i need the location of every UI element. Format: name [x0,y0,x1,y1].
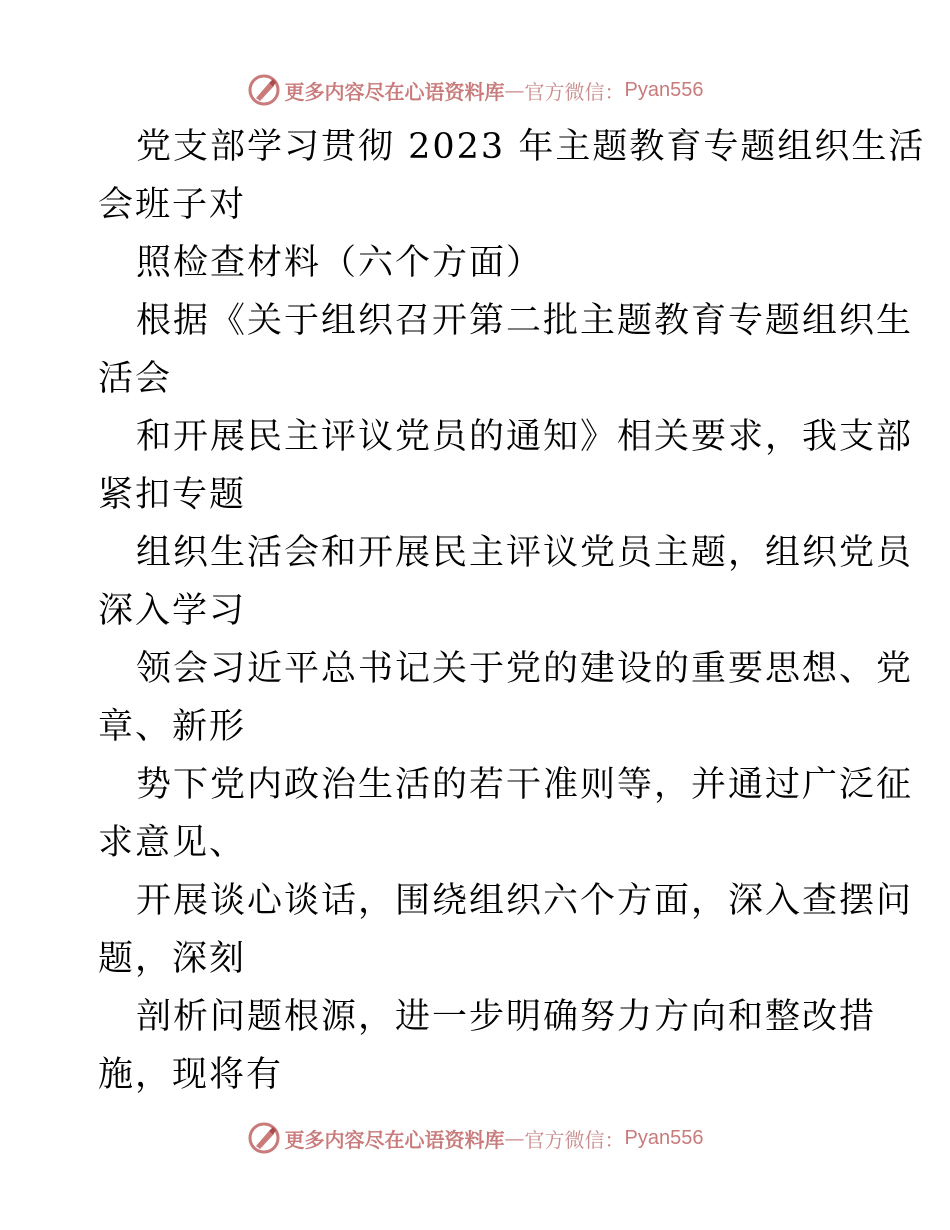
text-line: 照检查材料（六个方面） [136,243,544,283]
footer-watermark [0,1118,950,1158]
text-line: 和开展民主评议党员的通知》相关要求，我支部 [136,417,914,457]
header-watermark [0,70,950,110]
watermark-site-text: 更多内容尽在心语资料库 [284,79,505,104]
watermark-dash: — [504,1126,525,1150]
text-line: 施，现将有 [98,1055,284,1095]
text-line: 开展谈心谈话，围绕组织六个方面，深入查摆问 [136,881,914,921]
text-line: 紧扣专题 [98,475,247,515]
text-line: 活会 [98,359,173,399]
text-line: 组织生活会和开展民主评议党员主题，组织党员 [136,533,914,573]
watermark-wechat-label: 官方微信： [524,1127,625,1152]
text-line: 题，深刻 [98,939,247,979]
text-line: 求意见、 [98,823,247,863]
text-line: 势下党内政治生活的若干准则等，并通过广泛征 [136,765,914,805]
watermark-wechat-label: 官方微信： [524,79,625,104]
text-line: 领会习近平总书记关于党的建设的重要思想、党 [136,649,914,689]
text-line: 党支部学习贯彻 2023 年主题教育专题组织生活 [136,127,926,167]
watermark-handle: Pyan556 [624,1126,704,1149]
text-line: 根据《关于组织召开第二批主题教育专题组织生 [136,301,914,341]
text-line: 章、新形 [98,707,247,747]
watermark-dash: — [504,78,525,102]
pen-logo-icon [247,73,281,107]
document-body [98,118,926,1104]
text-line: 会班子对 [98,185,247,225]
pen-logo-icon [247,1121,281,1155]
text-line: 剖析问题根源，进一步明确努力方向和整改措 [136,997,877,1037]
text-line: 深入学习 [98,591,247,631]
watermark-site-text: 更多内容尽在心语资料库 [284,1127,505,1152]
watermark-handle: Pyan556 [624,78,704,101]
